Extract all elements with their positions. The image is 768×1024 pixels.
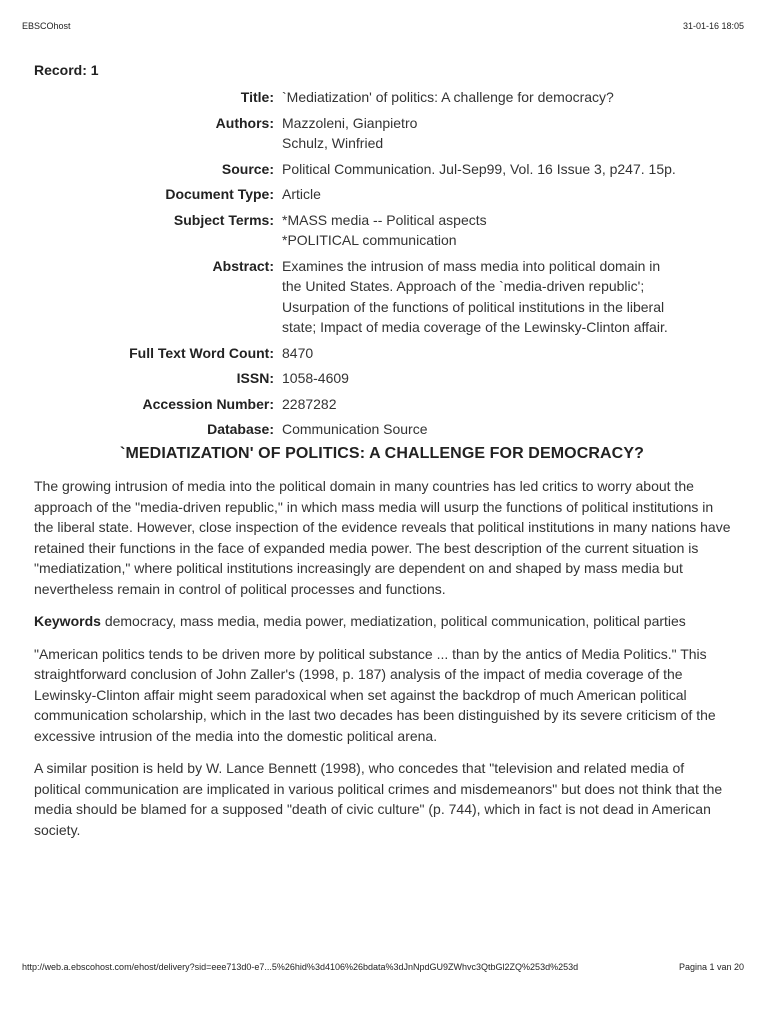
author-link[interactable]: Mazzoleni, Gianpietro xyxy=(282,114,418,131)
print-header xyxy=(22,19,744,33)
field-authors xyxy=(34,113,734,154)
field-accession-number xyxy=(34,394,734,415)
abstract-line: Examines the intrusion of mass media into political domain in xyxy=(282,257,661,274)
app-name: EBSCOhost xyxy=(22,21,71,31)
field-word-count xyxy=(34,343,734,364)
field-title xyxy=(34,87,734,108)
document-type-value: Article xyxy=(282,186,321,202)
article-body xyxy=(34,476,734,852)
field-value xyxy=(282,419,734,440)
author-link[interactable]: Schulz, Winfried xyxy=(282,135,384,151)
field-value xyxy=(282,87,734,108)
body-paragraph: "American politics tends to be driven more by political substance ... than by the antics of Media Politics." This straightforward conclusion of John Zaller's (1998, p. 187) analysis of the impact of media coverage of the Lewinsky-Clinton affair might seem paradoxical when set against the backdrop of much American political communication scholarship, which in the last two decades has been distinguished by its severe criticism of the excessive intrusion of the media into the domestic political arena. xyxy=(34,645,716,744)
source-value: Political Communication. Jul-Sep99, Vol. 16 Issue 3, p247. 15p. xyxy=(282,160,676,177)
word-count-value: 8470 xyxy=(282,344,314,361)
issn-value: 1058-4609 xyxy=(282,370,349,386)
article-heading: `MEDIATIZATION' OF POLITICS: A CHALLENGE FOR DEMOCRACY? xyxy=(120,445,644,462)
field-subject-terms xyxy=(34,210,734,251)
field-label: Subject Terms: xyxy=(173,211,274,228)
field-label: ISSN: xyxy=(236,370,274,386)
keywords-label: Keywords xyxy=(34,613,101,629)
keywords-paragraph xyxy=(34,611,734,632)
field-label: Source: xyxy=(221,160,274,177)
field-value xyxy=(282,184,734,205)
body-paragraph: A similar position is held by W. Lance Bennett (1998), who concedes that "television and related media of political communication are implicated in various political crimes and misdemeanors" but does not think that the media should be blamed for a supposed "death of civic culture" (p. 744), which in fact is not dead in American society. xyxy=(34,760,723,838)
subject-term-link[interactable]: *POLITICAL communication xyxy=(282,232,457,248)
article-summary: The growing intrusion of media into the political domain in many countries has led critics to worry about the approach of the "media-driven republic," in which mass media will usurp the functions of political institutions in the liberal state. However, close inspection of the evidence reveals that political institutions in many nations have retained their functions in the face of expanded media power. The best description of the current situation is "mediatization," where political institutions increasingly are dependent on and shaped by mass media but nevertheless remain in control of political processes and functions. xyxy=(34,478,731,597)
record-fields xyxy=(34,87,734,445)
field-label: Abstract: xyxy=(212,257,274,274)
field-label: Full Text Word Count: xyxy=(129,344,274,361)
keywords-list: democracy, mass media, media power, mediatization, political communication, political parties xyxy=(104,613,686,629)
field-label: Authors: xyxy=(215,114,274,131)
page-url: http://web.a.ebscohost.com/ehost/delivery?sid=eee713d0-e7...5%26hid%3d4106%26bdata%3dJnNpdGU9ZWhvc3QtbGl2ZQ%253d%253d xyxy=(22,962,579,972)
abstract-line: Usurpation of the functions of political institutions in the liberal xyxy=(282,298,665,315)
field-abstract xyxy=(34,256,734,338)
database-value: Communication Source xyxy=(282,421,428,437)
field-label: Document Type: xyxy=(165,186,274,202)
page-indicator: Pagina 1 van 20 xyxy=(678,962,744,972)
field-value xyxy=(282,368,734,389)
accession-number-value: 2287282 xyxy=(282,395,337,412)
field-database xyxy=(34,419,734,440)
title-value: `Mediatization' of politics: A challenge for democracy? xyxy=(282,89,614,105)
field-value xyxy=(282,256,734,338)
field-value xyxy=(282,210,734,251)
field-value xyxy=(282,159,734,180)
field-source xyxy=(34,159,734,180)
abstract-line: state; Impact of media coverage of the Lewinsky-Clinton affair. xyxy=(282,319,668,335)
print-timestamp: 31-01-16 18:05 xyxy=(682,21,744,31)
field-label: Accession Number: xyxy=(142,395,274,412)
subject-term-link[interactable]: *MASS media -- Political aspects xyxy=(282,211,487,228)
record-number: Record: 1 xyxy=(34,62,99,78)
field-issn xyxy=(34,368,734,389)
print-footer xyxy=(22,960,744,974)
field-value xyxy=(282,394,734,415)
abstract-line: the United States. Approach of the `media-driven republic'; xyxy=(282,278,645,294)
field-value xyxy=(282,113,734,154)
field-document-type xyxy=(34,184,734,205)
field-label: Database: xyxy=(207,421,274,437)
field-label: Title: xyxy=(240,89,274,105)
field-value xyxy=(282,343,734,364)
